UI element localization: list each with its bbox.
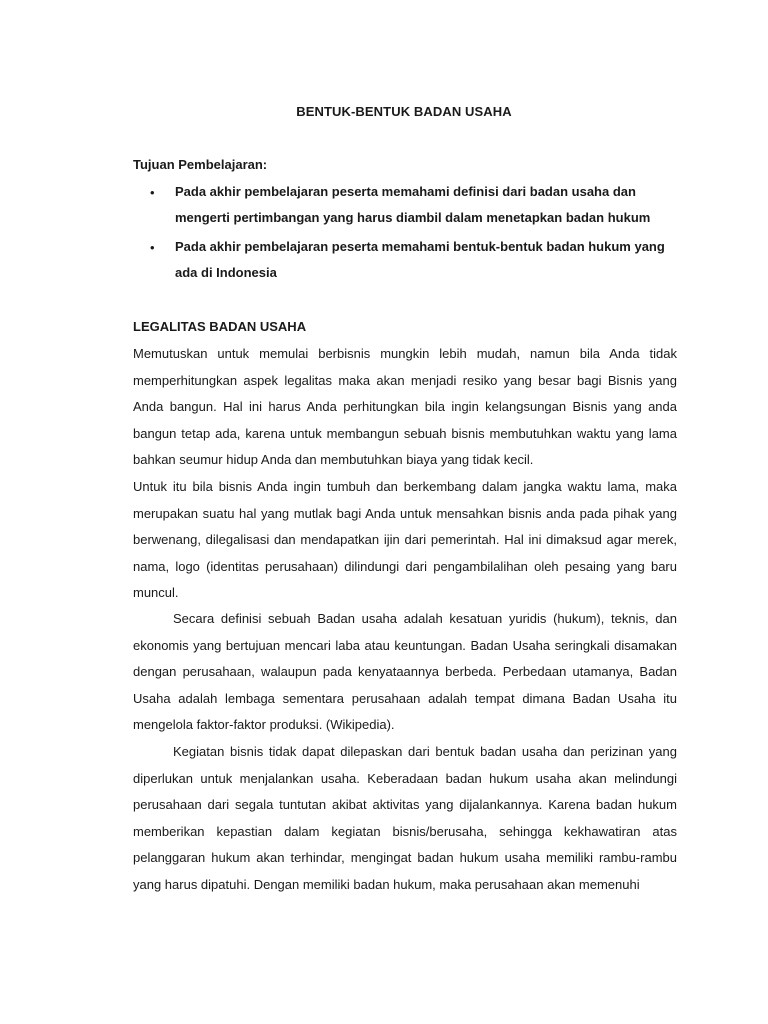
section-heading: LEGALITAS BADAN USAHA [133,319,307,334]
objective-item-1: Pada akhir pembelajaran peserta memahami definisi dari badan usaha dan mengerti pertimbangan yang harus diambil dalam menetapkan badan hukum [175,184,651,225]
bullet-icon: • [150,240,155,255]
paragraph-3: Secara definisi sebuah Badan usaha adalah kesatuan yuridis (hukum), teknis, dan ekonomis yang bertujuan mencari laba atau keuntungan. Badan Usaha seringkali disamakan dengan perusahaan, walaupun pada kenyataannya berbeda. Perbedaan utamanya, Badan Usaha adalah lembaga sementara perusahaan adalah tempat dimana Badan Usaha itu mengelola faktor-faktor produksi. (Wikipedia). [133,611,677,732]
paragraph-1: Memutuskan untuk memulai berbisnis mungkin lebih mudah, namun bila Anda tidak memperhitungkan aspek legalitas maka akan menjadi resiko yang besar bagi Bisnis yang Anda bangun. Hal ini harus Anda perhitungkan bila ingin kelangsungan Bisnis yang anda bangun tetap ada, karena untuk membangun sebuah bisnis membutuhkan waktu yang lama bahkan seumur hidup Anda dan membutuhkan biaya yang tidak kecil. [133,346,677,467]
document-title: BENTUK-BENTUK BADAN USAHA [296,104,512,119]
paragraph-4: Kegiatan bisnis tidak dapat dilepaskan dari bentuk badan usaha dan perizinan yang diperlukan untuk menjalankan usaha. Keberadaan badan hukum usaha akan melindungi perusahaan dari segala tuntutan akibat aktivitas yang dijalankannya. Karena badan hukum memberikan kepastian dalam kegiatan bisnis/berusaha, sehingga kekhawatiran atas pelanggaran hukum akan terhindar, mengingat badan hukum usaha memiliki rambu-rambu yang harus dipatuhi. Dengan memiliki badan hukum, maka perusahaan akan memenuhi [133,744,677,892]
objectives-heading: Tujuan Pembelajaran: [133,157,268,172]
paragraph-2: Untuk itu bila bisnis Anda ingin tumbuh dan berkembang dalam jangka waktu lama, maka merupakan suatu hal yang mutlak bagi Anda untuk mensahkan bisnis anda pada pihak yang berwenang, dilegalisasi dan mendapatkan ijin dari pemerintah. Hal ini dimaksud agar merek, nama, logo (identitas perusahaan) dilindungi dari pengambilalihan oleh pesaing yang baru muncul. [133,479,677,600]
bullet-icon: • [150,185,155,200]
objective-item-2: Pada akhir pembelajaran peserta memahami bentuk-bentuk badan hukum yang ada di Indonesia [175,239,665,280]
